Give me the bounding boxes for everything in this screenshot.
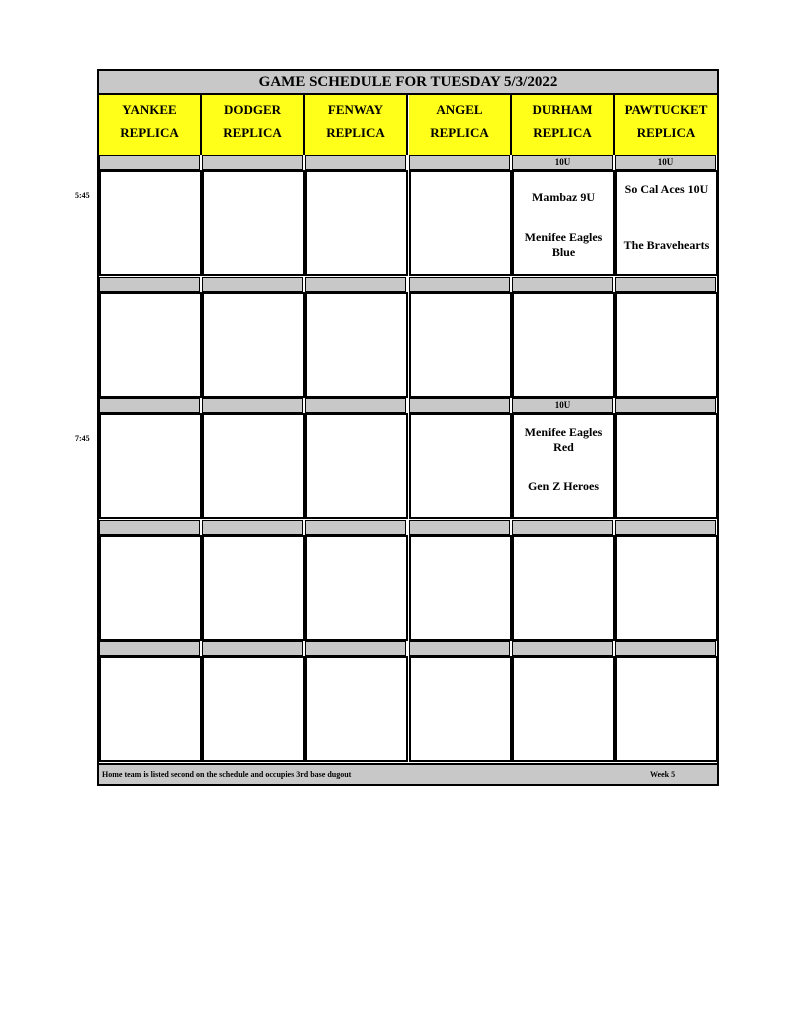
game-cell xyxy=(99,656,202,762)
division-bar xyxy=(202,520,303,535)
field-header-pawtucket xyxy=(615,95,717,155)
field-name: DURHAM xyxy=(532,102,593,117)
game-cell xyxy=(202,170,305,276)
game-cell xyxy=(99,413,202,519)
week-label: Week 5 xyxy=(650,770,676,779)
game-cell xyxy=(409,170,512,276)
game-cell xyxy=(99,292,202,398)
division-bar xyxy=(512,520,613,535)
division-bar xyxy=(99,155,200,170)
field-name: DODGER xyxy=(223,102,282,117)
time-label: 7:45 xyxy=(75,434,90,443)
division-bar xyxy=(202,155,303,170)
game-cell xyxy=(615,656,718,762)
game-cell xyxy=(615,170,718,276)
division-bar xyxy=(615,641,716,656)
field-type: REPLICA xyxy=(430,125,489,140)
game-cell xyxy=(305,170,408,276)
game-cell xyxy=(512,170,615,276)
field-header-yankee xyxy=(99,95,202,155)
game-cell xyxy=(615,413,718,519)
division-bar xyxy=(99,398,200,413)
field-type: REPLICA xyxy=(326,125,385,140)
game-cell xyxy=(305,656,408,762)
game-cell xyxy=(99,170,202,276)
field-type: REPLICA xyxy=(120,125,179,140)
division-bar xyxy=(202,398,303,413)
division-bar xyxy=(615,520,716,535)
game-cell xyxy=(409,292,512,398)
game-cell xyxy=(512,413,615,519)
division-bar xyxy=(305,155,406,170)
game-cell xyxy=(409,413,512,519)
field-name: YANKEE xyxy=(122,102,177,117)
away-team: Mambaz 9U xyxy=(532,190,595,204)
division-bar xyxy=(615,398,716,413)
division-bar xyxy=(512,277,613,292)
game-cell xyxy=(512,656,615,762)
division-bar xyxy=(305,277,406,292)
game-cell xyxy=(305,413,408,519)
time-label: 5:45 xyxy=(75,191,90,200)
division-bar xyxy=(99,277,200,292)
field-type: REPLICA xyxy=(533,125,592,140)
division-bar xyxy=(409,520,510,535)
division-bar xyxy=(409,641,510,656)
game-cell xyxy=(512,292,615,398)
home-team: The Bravehearts xyxy=(623,238,710,252)
game-cell xyxy=(615,292,718,398)
field-name: ANGEL xyxy=(436,102,483,117)
game-cell xyxy=(409,535,512,641)
division-bar: 10U xyxy=(512,398,613,413)
page-title: GAME SCHEDULE FOR TUESDAY 5/3/2022 xyxy=(99,71,717,95)
away-team: Menifee Eagles Red xyxy=(524,425,603,454)
game-cell xyxy=(202,413,305,519)
division-bar xyxy=(409,398,510,413)
field-type: REPLICA xyxy=(223,125,282,140)
field-name: PAWTUCKET xyxy=(624,102,708,117)
home-team: Gen Z Heroes xyxy=(527,479,600,493)
game-cell xyxy=(305,292,408,398)
division-bar xyxy=(99,641,200,656)
field-header-dodger xyxy=(202,95,305,155)
division-bar xyxy=(409,155,510,170)
game-cell xyxy=(615,535,718,641)
division-bar xyxy=(202,277,303,292)
field-name: FENWAY xyxy=(327,102,384,117)
game-cell xyxy=(202,535,305,641)
game-cell xyxy=(409,656,512,762)
game-cell xyxy=(99,535,202,641)
game-cell xyxy=(512,535,615,641)
home-team: Menifee Eagles Blue xyxy=(524,230,603,259)
division-bar xyxy=(202,641,303,656)
division-bar xyxy=(305,520,406,535)
division-bar xyxy=(305,398,406,413)
field-header-durham xyxy=(512,95,615,155)
game-cell xyxy=(202,656,305,762)
division-bar: 10U xyxy=(615,155,716,170)
division-bar xyxy=(305,641,406,656)
field-header-angel xyxy=(409,95,512,155)
division-bar xyxy=(615,277,716,292)
footer-bar xyxy=(99,763,717,784)
division-bar xyxy=(512,641,613,656)
footer-note: Home team is listed second on the schedule and occupies 3rd base dugout xyxy=(102,770,352,779)
away-team: So Cal Aces 10U xyxy=(624,182,709,196)
division-bar: 10U xyxy=(512,155,613,170)
game-cell xyxy=(202,292,305,398)
field-header-fenway xyxy=(305,95,408,155)
division-bar xyxy=(99,520,200,535)
division-bar xyxy=(409,277,510,292)
game-cell xyxy=(305,535,408,641)
field-type: REPLICA xyxy=(636,125,696,140)
